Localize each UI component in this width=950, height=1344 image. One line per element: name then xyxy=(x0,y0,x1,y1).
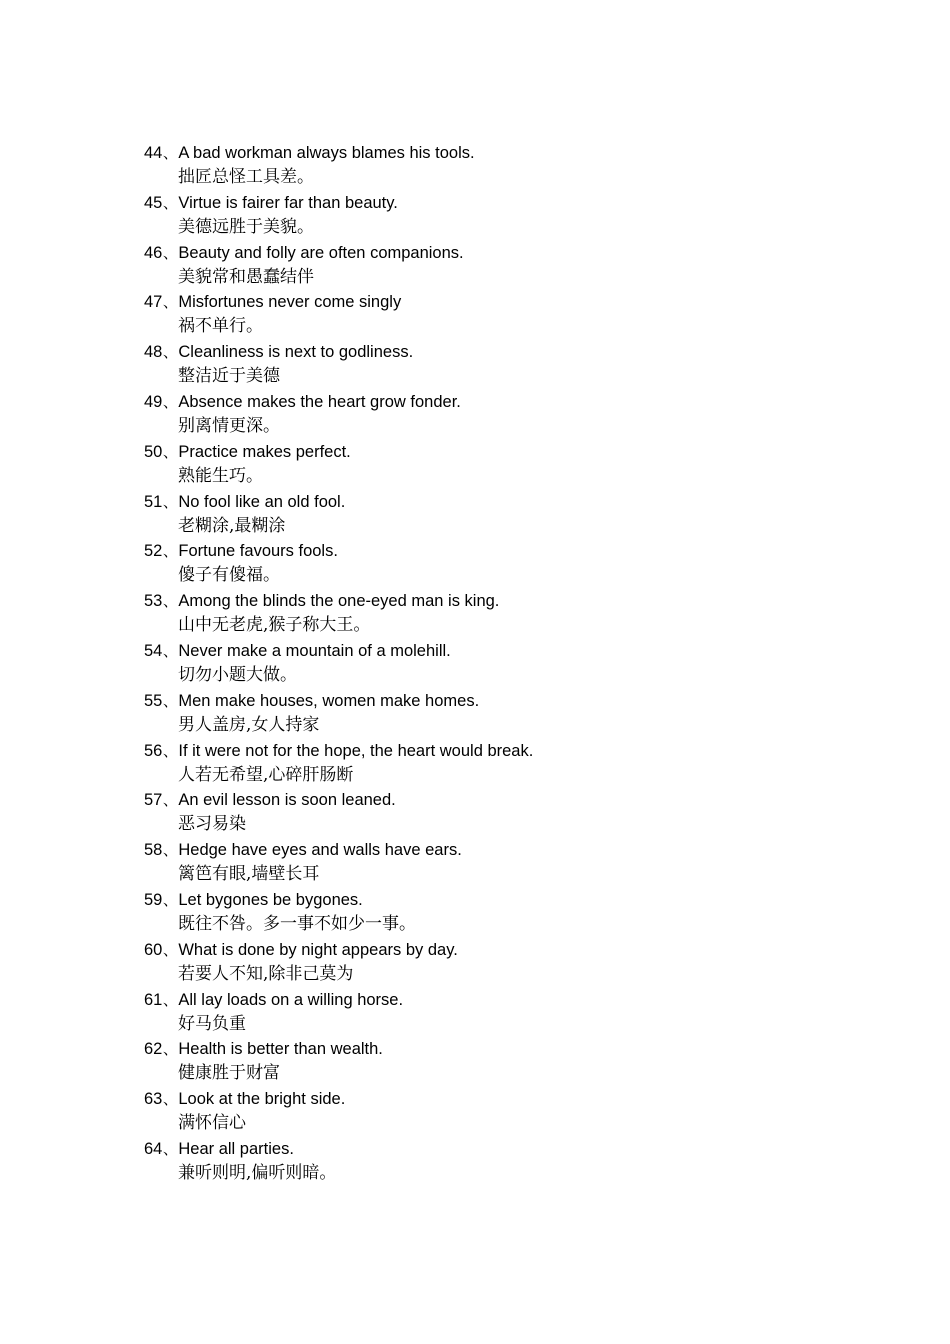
enumeration-comma: 、 xyxy=(162,641,178,660)
chinese-text: 切勿小题大做。 xyxy=(178,664,297,685)
english-text: Misfortunes never come singly xyxy=(178,293,402,312)
enumeration-comma: 、 xyxy=(162,841,178,860)
english-text: Hedge have eyes and walls have ears. xyxy=(178,841,462,860)
enumeration-comma: 、 xyxy=(162,193,178,212)
item-number: 49 xyxy=(144,392,163,411)
english-text: Let bygones be bygones. xyxy=(178,890,363,909)
english-text: No fool like an old fool. xyxy=(178,492,346,511)
proverb-item xyxy=(144,1087,904,1137)
english-line xyxy=(144,390,904,414)
enumeration-comma: 、 xyxy=(162,293,178,312)
enumeration-comma: 、 xyxy=(162,144,178,162)
chinese-text: 既往不咎。多一事不如少一事。 xyxy=(178,913,416,934)
proverb-item xyxy=(144,639,904,689)
english-line xyxy=(144,490,904,514)
english-line xyxy=(144,788,904,812)
enumeration-comma: 、 xyxy=(162,890,178,909)
item-number: 54 xyxy=(144,641,163,660)
english-text: Virtue is fairer far than beauty. xyxy=(178,193,398,212)
proverb-item xyxy=(144,1137,904,1187)
proverb-item xyxy=(144,888,904,938)
item-number: 59 xyxy=(144,890,163,909)
english-line xyxy=(144,1137,904,1161)
english-line xyxy=(144,689,904,713)
proverb-item xyxy=(144,739,904,789)
english-line xyxy=(144,988,904,1012)
enumeration-comma: 、 xyxy=(162,392,178,411)
enumeration-comma: 、 xyxy=(162,791,178,810)
english-text: Cleanliness is next to godliness. xyxy=(178,343,414,362)
item-number: 61 xyxy=(144,990,163,1009)
chinese-text: 整洁近于美德 xyxy=(178,366,280,387)
item-number: 48 xyxy=(144,343,163,362)
item-number: 51 xyxy=(144,492,163,511)
chinese-text: 拙匠总怪工具差。 xyxy=(178,167,314,187)
english-line xyxy=(144,589,904,613)
chinese-text: 美貌常和愚蠢结伴 xyxy=(178,266,314,287)
enumeration-comma: 、 xyxy=(162,343,178,362)
english-line xyxy=(144,1037,904,1061)
proverb-item xyxy=(144,988,904,1038)
english-text: Among the blinds the one-eyed man is king. xyxy=(178,592,500,611)
english-line xyxy=(144,888,904,912)
english-text: Health is better than wealth. xyxy=(178,1040,383,1059)
english-text: Fortune favours fools. xyxy=(178,542,338,561)
item-number: 53 xyxy=(144,592,163,611)
english-text: Never make a mountain of a molehill. xyxy=(178,641,451,660)
item-number: 46 xyxy=(144,243,163,262)
chinese-text: 若要人不知,除非己莫为 xyxy=(178,963,354,984)
english-text: Beauty and folly are often companions. xyxy=(178,243,464,262)
english-line xyxy=(144,1087,904,1111)
proverb-item xyxy=(144,490,904,540)
proverb-list xyxy=(144,141,904,1187)
proverb-item xyxy=(144,241,904,291)
enumeration-comma: 、 xyxy=(162,1090,178,1109)
chinese-text: 熟能生巧。 xyxy=(178,465,263,486)
proverb-item xyxy=(144,938,904,988)
english-text: Absence makes the heart grow fonder. xyxy=(178,392,461,411)
enumeration-comma: 、 xyxy=(162,691,178,710)
chinese-text: 好马负重 xyxy=(178,1013,246,1034)
item-number: 55 xyxy=(144,691,163,710)
english-line xyxy=(144,938,904,962)
item-number: 47 xyxy=(144,293,163,312)
item-number: 57 xyxy=(144,791,163,810)
english-text: A bad workman always blames his tools. xyxy=(178,144,475,162)
english-line xyxy=(144,241,904,265)
item-number: 63 xyxy=(144,1090,163,1109)
item-number: 64 xyxy=(144,1139,163,1158)
english-text: All lay loads on a willing horse. xyxy=(178,990,404,1009)
enumeration-comma: 、 xyxy=(162,243,178,262)
english-line xyxy=(144,290,904,314)
enumeration-comma: 、 xyxy=(162,442,178,461)
proverb-item xyxy=(144,440,904,490)
proverb-item xyxy=(144,788,904,838)
chinese-text: 人若无希望,心碎肝肠断 xyxy=(178,764,354,785)
chinese-text: 恶习易染 xyxy=(178,814,246,835)
chinese-text: 男人盖房,女人持家 xyxy=(178,714,320,735)
chinese-text: 健康胜于财富 xyxy=(178,1063,280,1084)
item-number: 45 xyxy=(144,193,163,212)
chinese-text: 美德远胜于美貌。 xyxy=(178,216,314,237)
item-number: 56 xyxy=(144,741,163,760)
proverb-item xyxy=(144,340,904,390)
enumeration-comma: 、 xyxy=(162,492,178,511)
enumeration-comma: 、 xyxy=(162,940,178,959)
english-text: Hear all parties. xyxy=(178,1139,294,1158)
proverb-item xyxy=(144,141,904,191)
chinese-text: 山中无老虎,猴子称大王。 xyxy=(178,615,371,636)
english-text: An evil lesson is soon leaned. xyxy=(178,791,396,810)
english-line xyxy=(144,539,904,563)
item-number: 44 xyxy=(144,144,163,162)
enumeration-comma: 、 xyxy=(162,990,178,1009)
proverb-item xyxy=(144,1037,904,1087)
enumeration-comma: 、 xyxy=(162,1139,178,1158)
proverb-item xyxy=(144,838,904,888)
proverb-item xyxy=(144,689,904,739)
chinese-text: 满怀信心 xyxy=(178,1113,246,1134)
enumeration-comma: 、 xyxy=(162,592,178,611)
chinese-text: 别离情更深。 xyxy=(178,415,280,436)
chinese-text: 篱笆有眼,墙壁长耳 xyxy=(178,864,320,885)
item-number: 52 xyxy=(144,542,163,561)
english-line xyxy=(144,739,904,763)
chinese-text: 兼听则明,偏听则暗。 xyxy=(178,1162,337,1183)
english-line xyxy=(144,191,904,215)
enumeration-comma: 、 xyxy=(162,741,178,760)
english-text: Look at the bright side. xyxy=(178,1090,346,1109)
item-number: 50 xyxy=(144,442,163,461)
item-number: 58 xyxy=(144,841,163,860)
english-text: What is done by night appears by day. xyxy=(178,940,458,959)
enumeration-comma: 、 xyxy=(162,1040,178,1059)
english-text: Men make houses, women make homes. xyxy=(178,691,480,710)
proverb-item xyxy=(144,589,904,639)
item-number: 62 xyxy=(144,1040,163,1059)
english-line xyxy=(144,639,904,663)
proverb-item xyxy=(144,539,904,589)
english-line xyxy=(144,141,904,165)
english-line xyxy=(144,838,904,862)
chinese-text: 老糊涂,最糊涂 xyxy=(178,515,286,536)
english-text: Practice makes perfect. xyxy=(178,442,351,461)
proverb-item xyxy=(144,191,904,241)
proverb-item xyxy=(144,390,904,440)
english-line xyxy=(144,440,904,464)
chinese-text: 傻子有傻福。 xyxy=(178,565,280,586)
proverb-item xyxy=(144,290,904,340)
english-text: If it were not for the hope, the heart would break. xyxy=(178,741,534,760)
english-line xyxy=(144,340,904,364)
chinese-text: 祸不单行。 xyxy=(178,316,263,337)
item-number: 60 xyxy=(144,940,163,959)
enumeration-comma: 、 xyxy=(162,542,178,561)
